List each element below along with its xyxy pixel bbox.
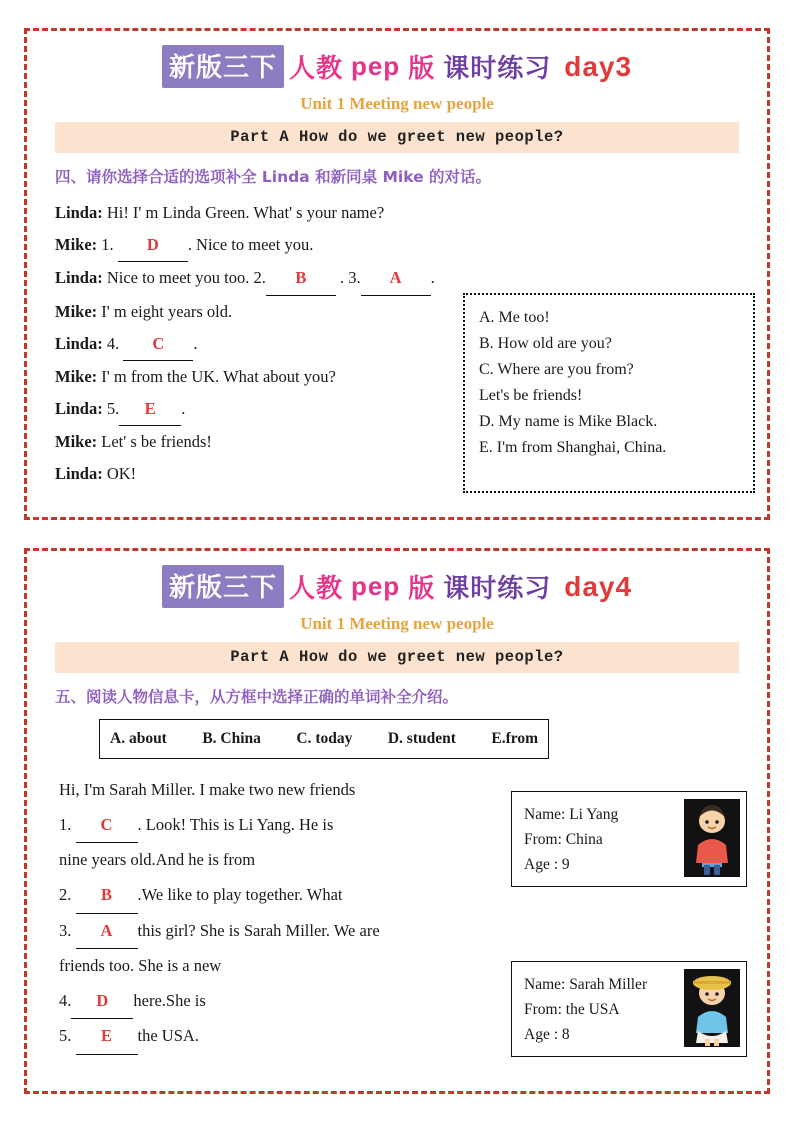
line-text: 4. — [102, 333, 124, 353]
line-text-tail: . — [193, 333, 198, 353]
line-text: Hi! I' m Linda Green. What' s your name? — [102, 203, 385, 222]
answer-blank-4[interactable]: D — [71, 984, 133, 1020]
option-item-b: B. How old are you? — [479, 334, 612, 352]
line-text: OK! — [102, 464, 137, 484]
option-item-d: D. My name is Mike Black. — [479, 412, 658, 430]
answer-blank-1[interactable]: D — [118, 229, 188, 262]
dialogue-line — [55, 197, 745, 229]
line-text: 5. — [102, 399, 120, 419]
option-item-e: E. I'm from Shanghai, China. — [479, 438, 667, 456]
title-boxed-label: 新版三下 — [162, 565, 284, 608]
line-number: 4. — [59, 990, 72, 1010]
line-text: nine years old.And he is from — [59, 850, 256, 870]
boy-avatar-icon — [684, 799, 740, 877]
line-text: 1. — [97, 235, 118, 255]
speaker-label: Mike: — [55, 235, 98, 255]
line-text: Hi, I'm Sarah Miller. I make two new friends — [59, 780, 356, 799]
line-number: 2. — [59, 884, 76, 904]
line-text: friends too. She is a new — [59, 956, 222, 976]
speaker-label: Mike: — [55, 366, 98, 386]
line-text-tail: . — [181, 399, 186, 419]
speaker-label: Mike: — [55, 432, 98, 452]
passage-line — [59, 984, 499, 1020]
passage-line — [59, 878, 499, 914]
info-from: From: the USA — [524, 1001, 620, 1019]
title-row-day3 — [27, 45, 767, 88]
worksheet-card-day3 — [24, 28, 770, 520]
speaker-label: Mike: — [55, 301, 98, 321]
passage-line — [59, 808, 499, 844]
passage-line — [59, 843, 499, 878]
option-item-extra: Let's be friends! — [479, 386, 583, 404]
title-exercise-cn: 课时练习 — [443, 53, 552, 83]
title-boxed-label: 新版三下 — [162, 45, 284, 88]
answer-blank-4[interactable]: C — [123, 328, 193, 361]
word-bank-item-b: B. China — [202, 730, 261, 747]
passage-line — [59, 949, 499, 984]
line-text: Let' s be friends! — [97, 432, 212, 452]
line-text: I' m from the UK. What about you? — [97, 366, 336, 386]
line-text: . Look! This is Li Yang. He is — [137, 814, 334, 834]
info-card-sarah-miller — [511, 961, 747, 1057]
unit-title-day4: Unit 1 Meeting new people — [300, 614, 494, 633]
answer-blank-5[interactable]: E — [119, 393, 181, 426]
passage-line — [59, 914, 499, 950]
title-pep-label: pep — [350, 571, 401, 601]
option-box — [463, 293, 755, 493]
line-text: I' m eight years old. — [97, 301, 233, 321]
title-exercise-cn: 课时练习 — [443, 573, 552, 603]
speaker-label: Linda: — [55, 333, 103, 353]
line-text: Nice to meet you too. 2. — [102, 268, 266, 288]
info-card-li-yang — [511, 791, 747, 887]
answer-blank-5[interactable]: E — [76, 1019, 138, 1055]
line-number: 1. — [59, 814, 76, 834]
line-text: here.She is — [133, 990, 206, 1010]
info-age: Age : 8 — [524, 1026, 570, 1044]
passage-line — [59, 773, 499, 808]
dialogue-line — [55, 262, 745, 295]
title-day-label: day4 — [564, 570, 633, 602]
line-text: .We like to play together. What — [137, 884, 343, 904]
line-number: 5. — [59, 1026, 76, 1046]
answer-blank-2[interactable]: B — [266, 262, 336, 295]
part-banner-day3: Part A How do we greet new people? — [55, 122, 739, 153]
line-text-tail: . — [430, 268, 435, 288]
info-name: Name: Li Yang — [524, 806, 619, 823]
line-text-tail: . Nice to meet you. — [187, 235, 314, 255]
line-text: this girl? She is Sarah Miller. We are — [137, 920, 380, 940]
part-banner-day4: Part A How do we greet new people? — [55, 642, 739, 673]
word-bank-item-d: D. student — [387, 730, 456, 747]
worksheet-card-day4 — [24, 548, 770, 1094]
word-bank-box — [99, 719, 549, 759]
girl-avatar-icon — [684, 969, 740, 1047]
speaker-label: Linda: — [55, 464, 103, 484]
line-text: the USA. — [137, 1026, 199, 1046]
title-pep-label: pep — [350, 51, 401, 81]
question-prompt-day3: 四、请你选择合适的选项补全 Linda 和新同桌 Mike 的对话。 — [55, 168, 492, 186]
speaker-label: Linda: — [55, 399, 103, 419]
line-text-mid: . 3. — [335, 268, 361, 288]
option-item-a: A. Me too! — [479, 309, 550, 326]
title-version-cn: 版 — [408, 53, 436, 83]
title-day-label: day3 — [564, 50, 633, 82]
unit-title-day3: Unit 1 Meeting new people — [300, 94, 494, 113]
passage-line — [59, 1019, 499, 1055]
title-publisher-cn: 人教 — [288, 53, 343, 83]
info-name: Name: Sarah Miller — [524, 976, 648, 993]
answer-blank-3[interactable]: A — [361, 262, 431, 295]
title-publisher-cn: 人教 — [288, 573, 343, 603]
title-version-cn: 版 — [408, 573, 436, 603]
line-number: 3. — [59, 920, 76, 940]
answer-blank-1[interactable]: C — [76, 808, 138, 844]
answer-blank-3[interactable]: A — [76, 914, 138, 950]
question-prompt-day4: 五、阅读人物信息卡，从方框中选择正确的单词补全介绍。 — [55, 688, 459, 706]
answer-blank-2[interactable]: B — [76, 878, 138, 914]
option-item-c: C. Where are you from? — [479, 360, 634, 378]
title-row-day4 — [27, 565, 767, 608]
speaker-label: Linda: — [55, 268, 103, 288]
word-bank-item-e: E.from — [491, 730, 538, 747]
passage-block — [59, 773, 499, 1055]
dialogue-line — [55, 229, 745, 262]
info-from: From: China — [524, 831, 603, 849]
speaker-label: Linda: — [55, 203, 103, 222]
word-bank-item-c: C. today — [296, 730, 353, 747]
word-bank-item-a: A. about — [110, 730, 167, 747]
info-age: Age : 9 — [524, 856, 570, 874]
